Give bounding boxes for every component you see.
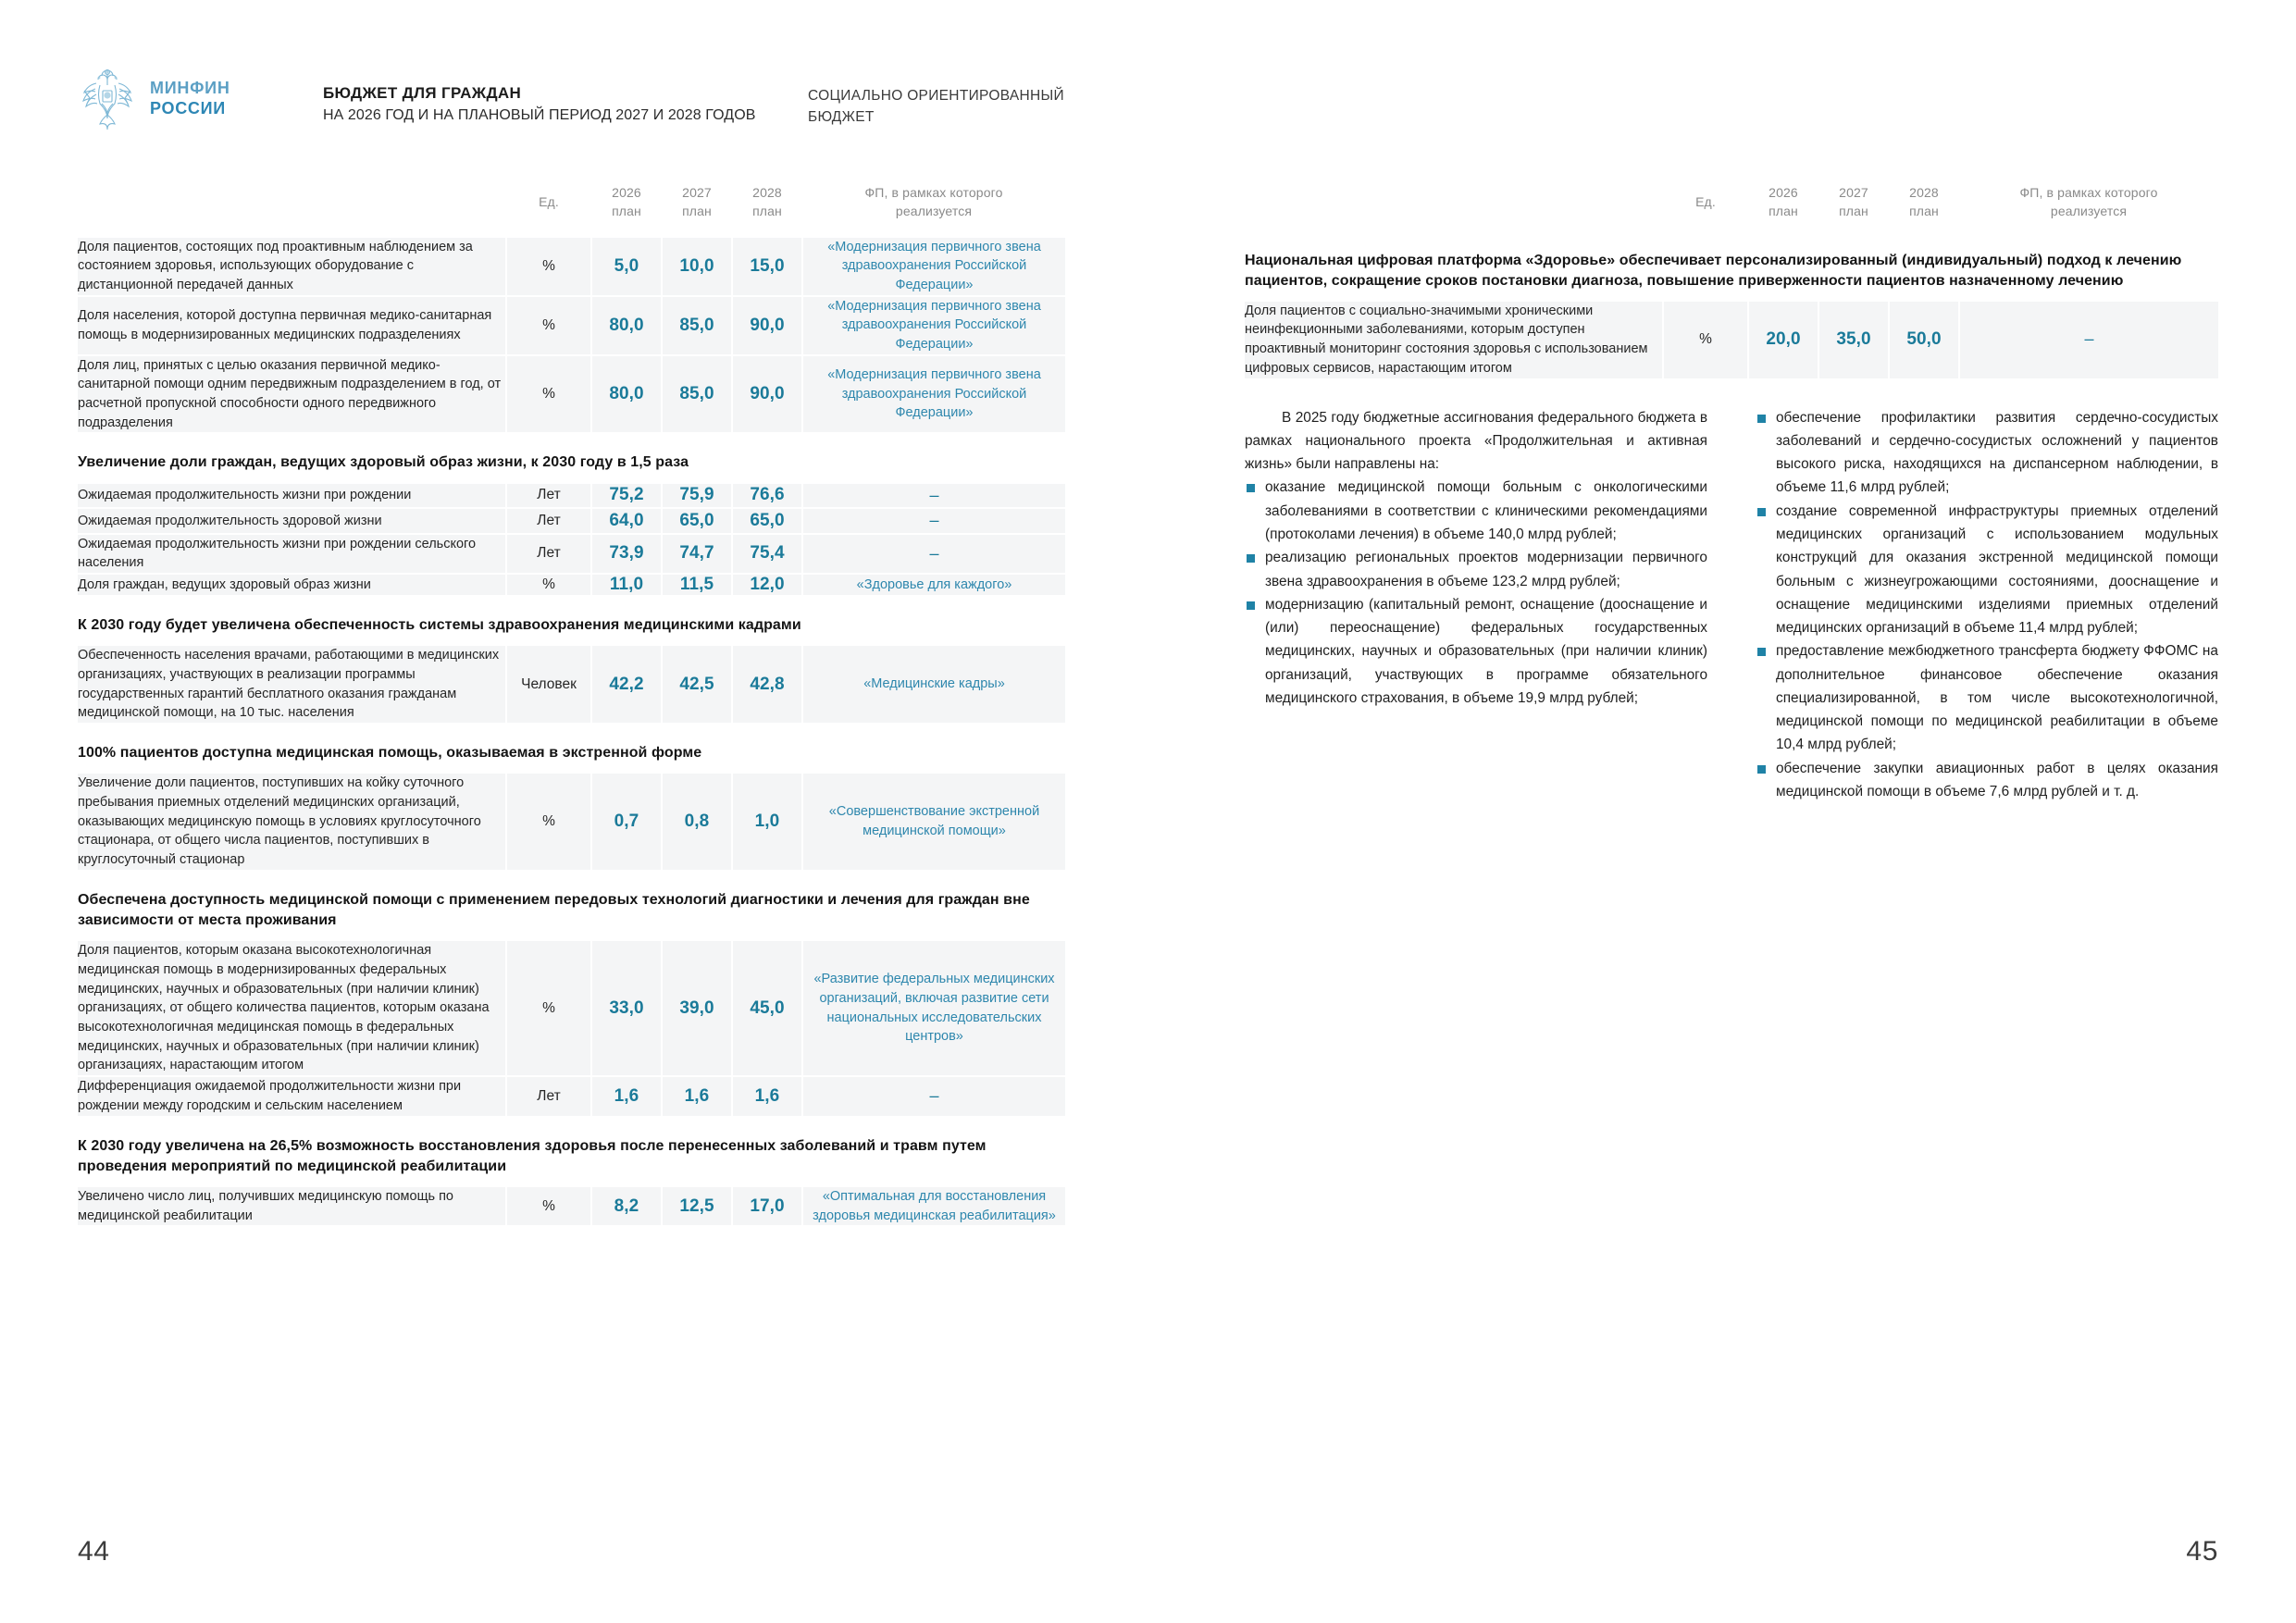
- col-header-unit: Ед.: [506, 178, 591, 238]
- left-indicator-blocks: [78, 178, 1065, 1225]
- table-row: [78, 1187, 1065, 1225]
- col-header-2027: 2027 план: [1818, 178, 1889, 238]
- cell-value-2026: 11,0: [591, 574, 662, 595]
- cell-value-2026: 73,9: [591, 534, 662, 574]
- table-row: [1245, 302, 2218, 378]
- cell-federal-project: «Оптимальная для восстановления здоровья медицинская реабилитация»: [802, 1187, 1065, 1225]
- col-header-2026: 2026 план: [1748, 178, 1818, 238]
- cell-indicator-name: Увеличено число лиц, получивших медицинскую помощь по медицинской реабилитации: [78, 1187, 506, 1225]
- cell-value-2028: 45,0: [732, 941, 802, 1076]
- section-heading: К 2030 году увеличена на 26,5% возможность восстановления здоровья после перенесенных заболеваний и травм путем проведения мероприятий по медицинской реабилитации: [78, 1137, 987, 1174]
- indicator-table: [78, 484, 1065, 596]
- indicator-table: [78, 774, 1065, 870]
- cell-value-2027: 1,6: [662, 1076, 732, 1115]
- col-header-indicator: [78, 178, 506, 238]
- cell-indicator-name: Доля пациентов, состоящих под проактивным наблюдением за состоянием здоровья, использующих оборудование с дистанционной передачей данных: [78, 238, 506, 296]
- table-row: [78, 238, 1065, 296]
- cell-unit: Лет: [506, 1076, 591, 1115]
- cell-value-2028: 90,0: [732, 355, 802, 433]
- cell-unit: Лет: [506, 534, 591, 574]
- cell-indicator-name: Доля населения, которой доступна первичная медико-санитарная помощь в модернизированных медицинских подразделениях: [78, 296, 506, 355]
- bullet-item: оказание медицинской помощи больным с онкологическими заболеваниями в соответствии с клиническими рекомендациями (протоколами лечения) в объеме 140,0 млрд рублей;: [1245, 476, 1707, 546]
- bullet-item: обеспечение закупки авиационных работ в целях оказания медицинской помощи в объеме 7,6 млрд рублей и т. д.: [1756, 757, 2218, 804]
- cell-value-2028: 1,0: [732, 774, 802, 870]
- cell-value-2026: 33,0: [591, 941, 662, 1076]
- cell-value-2027: 10,0: [662, 238, 732, 296]
- cell-federal-project: –: [802, 534, 1065, 574]
- cell-value-2028: 76,6: [732, 484, 802, 509]
- cell-unit: %: [506, 774, 591, 870]
- cell-indicator-name: Дифференциация ожидаемой продолжительности жизни при рождении между городским и сельским населением: [78, 1076, 506, 1115]
- table-row: [78, 296, 1065, 355]
- cell-value-2026: 75,2: [591, 484, 662, 509]
- col-header-2028: 2028 план: [732, 178, 802, 238]
- cell-indicator-name: Увеличение доли пациентов, поступивших на койку суточного пребывания приемных отделений медицинских организаций, оказывающих медицинскую помощь в условиях круглосуточного стационара, от общего числа пациентов, поступивших в круглосуточный стационар: [78, 774, 506, 870]
- cell-value-2028: 12,0: [732, 574, 802, 595]
- cell-indicator-name: Доля граждан, ведущих здоровый образ жизни: [78, 574, 506, 595]
- cell-value-2026: 5,0: [591, 238, 662, 296]
- text-two-column-layout: [1245, 406, 2218, 804]
- cell-value-2027: 42,5: [662, 646, 732, 723]
- cell-indicator-name: Обеспеченность населения врачами, работающими в медицинских организациях, участвующих в реализации программы государственных гарантий бесплатного оказания гражданам медицинской помощи, на 10 тыс. населения: [78, 646, 506, 723]
- cell-value-2026: 80,0: [591, 355, 662, 433]
- cell-value-2028: 50,0: [1889, 302, 1959, 378]
- cell-value-2028: 17,0: [732, 1187, 802, 1225]
- cell-federal-project: «Модернизация первичного звена здравоохранения Российской Федерации»: [802, 238, 1065, 296]
- cell-unit: %: [1663, 302, 1748, 378]
- publication-title-main: БЮДЖЕТ ДЛЯ ГРАЖДАН: [323, 84, 522, 102]
- table-row: [78, 1076, 1065, 1115]
- col-header-unit: Ед.: [1663, 178, 1748, 238]
- indicator-table: [78, 941, 1065, 1116]
- cell-unit: %: [506, 296, 591, 355]
- cell-value-2026: 64,0: [591, 508, 662, 534]
- cell-value-2026: 1,6: [591, 1076, 662, 1115]
- cell-value-2027: 65,0: [662, 508, 732, 534]
- cell-unit: Человек: [506, 646, 591, 723]
- publication-title: [323, 84, 755, 124]
- cell-value-2027: 75,9: [662, 484, 732, 509]
- text-column-2: [1756, 406, 2218, 804]
- bullet-item: реализацию региональных проектов модернизации первичного звена здравоохранения в объеме 123,2 млрд рублей;: [1245, 546, 1707, 593]
- cell-federal-project: «Развитие федеральных медицинских организаций, включая развитие сети национальных исследовательских центров»: [802, 941, 1065, 1076]
- cell-unit: %: [506, 238, 591, 296]
- cell-unit: Лет: [506, 484, 591, 509]
- cell-value-2027: 39,0: [662, 941, 732, 1076]
- col-header-fp: ФП, в рамках которого реализуется: [1959, 178, 2218, 238]
- section-heading: Национальная цифровая платформа «Здоровье» обеспечивает персонализированный (индивидуальный) подход к лечению пациентов, сокращение сроков постановки диагноза, повышение приверженности пациентов назначенному лечению: [1245, 252, 2182, 289]
- right-page-content: [1245, 178, 2218, 803]
- page-header: [0, 0, 2296, 139]
- cell-indicator-name: Доля лиц, принятых с целью оказания первичной медико-санитарной помощи одним передвижным подразделением в год, от расчетной пропускной способности одного передвижного подразделения: [78, 355, 506, 433]
- right-indicator-blocks: [1245, 178, 2218, 378]
- cell-federal-project: «Совершенствование экстренной медицинской помощи»: [802, 774, 1065, 870]
- cell-indicator-name: Доля пациентов, которым оказана высокотехнологичная медицинская помощь в модернизированных федеральных медицинских, научных и образовательных (при наличии клиник) организациях, от общего количества пациентов, которым оказана высокотехнологичная медицинская помощь в федеральных медицинских, научных и образовательных (при наличии клиник) организациях, нарастающим итогом: [78, 941, 506, 1076]
- cell-value-2026: 42,2: [591, 646, 662, 723]
- section-heading: Обеспечена доступность медицинской помощи с применением передовых технологий диагностики и лечения для граждан вне зависимости от места проживания: [78, 891, 1030, 928]
- cell-indicator-name: Доля пациентов с социально-значимыми хроническими неинфекционными заболеваниями, которым доступен проактивный мониторинг состояния здоровья с использованием цифровых сервисов, нарастающим итогом: [1245, 302, 1663, 378]
- cell-federal-project: «Модернизация первичного звена здравоохранения Российской Федерации»: [802, 355, 1065, 433]
- table-row: [78, 774, 1065, 870]
- cell-indicator-name: Ожидаемая продолжительность жизни при рождении: [78, 484, 506, 509]
- cell-value-2028: 90,0: [732, 296, 802, 355]
- cell-value-2028: 1,6: [732, 1076, 802, 1115]
- page-number-left: 44: [78, 1536, 110, 1567]
- bullet-item: обеспечение профилактики развития сердечно-сосудистых заболеваний и сердечно-сосудистых осложнений у пациентов высокого риска, находящихся на диспансерном наблюдении, в объеме 11,6 млрд рублей;: [1756, 406, 2218, 500]
- bullet-item: создание современной инфраструктуры приемных отделений медицинских организаций с использованием модульных конструкций для оказания экстренной медицинской помощи больным с жизнеугрожающими состояниями, дооснащение и оснащение медицинскими изделиями приемных отделений медицинских организаций в объеме 11,4 млрд рублей;: [1756, 500, 2218, 640]
- table-row: [78, 941, 1065, 1076]
- indicator-table-header: [1245, 178, 2218, 238]
- bullet-item: модернизацию (капитальный ремонт, оснащение (дооснащение и (или) переоснащение) федеральных государственных медицинских, научных и образовательных (при наличии клиник) организаций, участвующих в программе обязательного медицинского страхования, в объеме 19,9 млрд рублей;: [1245, 593, 1707, 710]
- cell-federal-project: –: [1959, 302, 2218, 378]
- cell-value-2027: 85,0: [662, 355, 732, 433]
- cell-value-2027: 0,8: [662, 774, 732, 870]
- cell-value-2028: 15,0: [732, 238, 802, 296]
- cell-federal-project: «Модернизация первичного звена здравоохранения Российской Федерации»: [802, 296, 1065, 355]
- indicator-table: [78, 646, 1065, 723]
- minfin-logo: [78, 67, 230, 131]
- cell-value-2027: 12,5: [662, 1187, 732, 1225]
- logo-line-2: РОССИИ: [150, 99, 226, 118]
- cell-value-2026: 80,0: [591, 296, 662, 355]
- cell-value-2027: 74,7: [662, 534, 732, 574]
- bullet-item: предоставление межбюджетного трансферта бюджету ФФОМС на дополнительное финансовое обеспечение оказания специализированной, в том числе высокотехнологичной, медицинской помощи по медицинской реабилитации в объеме 10,4 млрд рублей;: [1756, 639, 2218, 756]
- cell-unit: %: [506, 355, 591, 433]
- col-header-2028: 2028 план: [1889, 178, 1959, 238]
- cell-unit: Лет: [506, 508, 591, 534]
- logo-line-1: МИНФИН: [150, 79, 230, 98]
- indicator-table: [78, 178, 1065, 432]
- publication-title-sub: НА 2026 ГОД И НА ПЛАНОВЫЙ ПЕРИОД 2027 И 2028 ГОДОВ: [323, 107, 756, 123]
- section-heading: 100% пациентов доступна медицинская помощь, оказываемая в экстренной форме: [78, 745, 702, 762]
- cell-federal-project: –: [802, 508, 1065, 534]
- cell-indicator-name: Ожидаемая продолжительность здоровой жизни: [78, 508, 506, 534]
- table-row: [78, 534, 1065, 574]
- cell-unit: %: [506, 574, 591, 595]
- cell-value-2027: 35,0: [1818, 302, 1889, 378]
- cell-federal-project: –: [802, 484, 1065, 509]
- cell-value-2026: 20,0: [1748, 302, 1818, 378]
- table-column-headers: [1245, 178, 2218, 238]
- indicator-table: [78, 1187, 1065, 1225]
- col-header-indicator: [1245, 178, 1663, 238]
- table-row: [78, 574, 1065, 595]
- cell-federal-project: «Медицинские кадры»: [802, 646, 1065, 723]
- lead-paragraph-wrap: [1245, 406, 2218, 804]
- double-headed-eagle-emblem: [78, 67, 137, 131]
- table-row: [78, 508, 1065, 534]
- cell-value-2028: 75,4: [732, 534, 802, 574]
- cell-federal-project: «Здоровье для каждого»: [802, 574, 1065, 595]
- section-label: СОЦИАЛЬНО ОРИЕНТИРОВАННЫЙ БЮДЖЕТ: [808, 88, 1064, 126]
- col-header-fp: ФП, в рамках которого реализуется: [802, 178, 1065, 238]
- section-heading: Увеличение доли граждан, ведущих здоровый образ жизни, к 2030 году в 1,5 раза: [78, 454, 689, 471]
- text-column-1: [1245, 406, 1707, 804]
- cell-unit: %: [506, 1187, 591, 1225]
- cell-value-2027: 85,0: [662, 296, 732, 355]
- table-row: [78, 646, 1065, 723]
- page-number-right: 45: [2186, 1536, 2218, 1567]
- cell-value-2027: 11,5: [662, 574, 732, 595]
- table-column-headers: [78, 178, 1065, 238]
- indicator-table: [1245, 302, 2218, 378]
- lead-paragraph: В 2025 году бюджетные ассигнования федерального бюджета в рамках национального проекта «Продолжительная и активная жизнь» были направлены на:: [1245, 409, 1707, 473]
- cell-indicator-name: Ожидаемая продолжительность жизни при рождении сельского населения: [78, 534, 506, 574]
- col-header-2027: 2027 план: [662, 178, 732, 238]
- bullet-list-column-1: [1245, 476, 1707, 710]
- section-heading: К 2030 году будет увеличена обеспеченность системы здравоохранения медицинскими кадрами: [78, 617, 801, 634]
- cell-value-2028: 65,0: [732, 508, 802, 534]
- left-page-content: [78, 178, 1065, 1225]
- cell-value-2026: 0,7: [591, 774, 662, 870]
- cell-value-2028: 42,8: [732, 646, 802, 723]
- table-row: [78, 484, 1065, 509]
- cell-value-2026: 8,2: [591, 1187, 662, 1225]
- cell-unit: %: [506, 941, 591, 1076]
- col-header-2026: 2026 план: [591, 178, 662, 238]
- bullet-list-column-2: [1756, 406, 2218, 804]
- cell-federal-project: –: [802, 1076, 1065, 1115]
- table-row: [78, 355, 1065, 433]
